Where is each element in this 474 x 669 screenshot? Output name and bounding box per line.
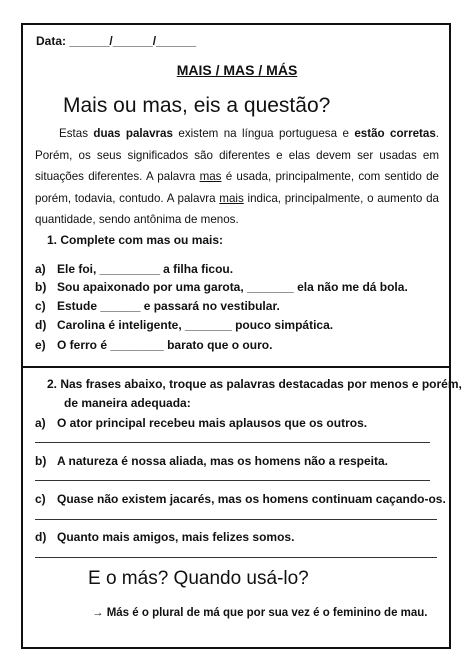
intro-text-1: Estas (59, 127, 94, 140)
ex2-item-a: O ator principal recebeu mais aplausos que os outros. (57, 416, 368, 430)
section2-heading: E o más? Quando usá-lo? (88, 568, 309, 589)
ex2-item-c: Quase não existem jacarés, mas os homens continuam caçando-os. (57, 492, 446, 506)
ex2-letter-a: a) (35, 416, 46, 430)
ex1-letter-a: a) (35, 262, 46, 276)
ex1-item-d: Carolina é inteligente, _______ pouco simpática. (57, 318, 334, 332)
answer-line-c[interactable] (35, 519, 437, 520)
ex1-letter-d: d) (35, 318, 47, 332)
intro-word-mas: mas (199, 170, 222, 183)
answer-line-b[interactable] (35, 480, 430, 481)
intro-bold-2: estão corretas (354, 127, 436, 140)
exercise2-instruction-line2: de maneira adequada: (64, 396, 191, 410)
ex1-item-b: Sou apaixonado por uma garota, _______ ela não me dá bola. (57, 280, 408, 294)
date-label: Data: ______/______/______ (36, 34, 197, 48)
intro-text-4: é usada, principalmente, com sentido de porém, todavia, contudo. A palavra (35, 170, 440, 205)
ex1-item-c: Estude ______ e passará no vestibular. (57, 299, 280, 313)
intro-text-5: indica, principalmente, o aumento da quantidade, sendo antônima de menos. (35, 191, 439, 226)
ex2-letter-d: d) (35, 530, 47, 544)
answer-line-d[interactable] (35, 557, 437, 558)
intro-bold-1: duas palavras (93, 127, 173, 140)
ex2-letter-b: b) (35, 454, 47, 468)
ex1-item-a: Ele foi, _________ a filha ficou. (57, 262, 234, 276)
ex2-letter-c: c) (35, 492, 46, 506)
exercise1-instruction: 1. Complete com mas ou mais: (47, 233, 224, 247)
right-arrow-icon: → (92, 607, 104, 619)
intro-paragraph (35, 123, 439, 231)
ex1-letter-b: b) (35, 280, 47, 294)
ex2-item-d: Quanto mais amigos, mais felizes somos. (57, 530, 295, 544)
ex1-item-e: O ferro é ________ barato que o ouro. (57, 338, 273, 352)
ex2-item-b: A natureza é nossa aliada, mas os homens não a respeita. (57, 454, 389, 468)
intro-text-3: . Porém, os seus significados são diferentes e elas devem ser usadas em situações diferentes. A palavra (35, 127, 440, 183)
answer-line-a[interactable] (35, 442, 430, 443)
footer-note-text: Más é o plural de má que por sua vez é o feminino de mau. (106, 607, 428, 619)
ex1-letter-e: e) (35, 338, 46, 352)
section1-heading: Mais ou mas, eis a questão? (63, 94, 331, 117)
page-title: MAIS / MAS / MÁS (176, 62, 298, 78)
intro-word-mais: mais (219, 191, 244, 205)
exercise2-instruction-line1: 2. Nas frases abaixo, troque as palavras destacadas por menos e porém, (47, 377, 462, 391)
ex1-letter-c: c) (35, 299, 46, 313)
intro-text-2: existem na língua portuguesa e (172, 127, 355, 140)
footer-note (92, 607, 428, 619)
